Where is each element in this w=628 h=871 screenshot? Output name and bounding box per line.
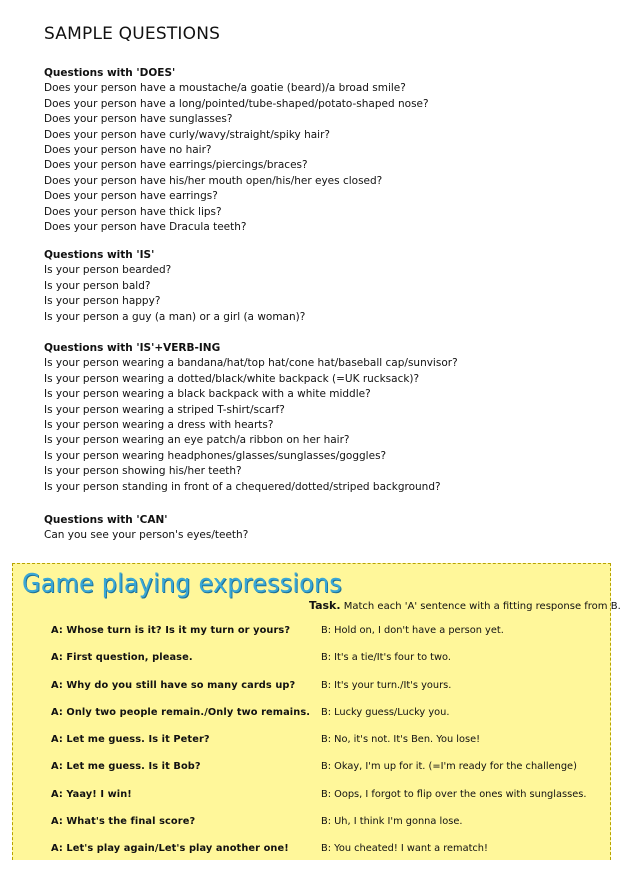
question-line: Does your person have curly/wavy/straight/spiky hair? [44,128,330,141]
question-line: Is your person showing his/her teeth? [44,465,242,478]
b-response: B: It's a tie/It's four to two. [321,652,451,664]
question-line: Is your person a guy (a man) or a girl (a woman)? [44,310,306,323]
game-title: Game playing expressions [22,569,342,599]
b-response: B: You cheated! I want a rematch! [321,843,488,855]
section-heading: Questions with 'IS' [44,249,155,261]
question-line: Does your person have thick lips? [44,205,222,218]
a-sentence: A: Whose turn is it? Is it my turn or yours? [51,625,291,636]
question-line: Is your person bald? [44,279,151,292]
column-b [321,625,586,871]
question-line: Is your person wearing a black backpack with a white middle? [44,388,371,401]
a-sentence: A: Why do you still have so many cards up? [51,679,296,691]
question-line: Is your person wearing a dress with hearts? [44,419,274,432]
question-line: Is your person happy? [44,295,161,308]
question-line: Is your person wearing a dotted/black/white backpack (=UK rucksack)? [44,372,420,385]
b-response: B: Okay, I'm up for it. (=I'm ready for the challenge) [321,761,577,773]
task-text: Match each 'A' sentence with a fitting response from B. [340,601,621,612]
a-sentence: A: What's the final score? [51,816,196,828]
a-sentence: A: Yaay! I win! [51,788,132,800]
b-response: B: Hold on, I don't have a person yet. [321,625,504,636]
section-can [44,513,614,544]
task-instruction [309,599,621,612]
a-sentence: A: Let me guess. Is it Peter? [51,734,210,746]
a-sentence: A: Let me guess. Is it Bob? [51,761,201,773]
a-sentence: A: First question, please. [51,652,193,664]
b-response: B: It's your turn./It's yours. [321,679,452,691]
b-response: B: Uh, I think I'm gonna lose. [321,816,463,828]
question-line: Is your person bearded? [44,264,172,277]
question-line: Does your person have earrings? [44,190,218,203]
question-line: Does your person have a moustache/a goatie (beard)/a broad smile? [44,82,406,95]
question-line: Is your person wearing headphones/glasses/sunglasses/goggles? [44,449,387,462]
section-does [44,66,614,235]
question-line: Does your person have no hair? [44,144,212,157]
game-expressions-box [12,563,621,860]
section-heading: Questions with 'CAN' [44,514,168,526]
section-heading: Questions with 'DOES' [44,67,176,79]
b-response: B: No, it's not. It's Ben. You lose! [321,734,481,746]
b-response: B: Oops, I forgot to flip over the ones with sunglasses. [321,788,587,800]
b-response: B: Lucky guess/Lucky you. [321,706,450,718]
section-is [44,248,614,325]
section-heading: Questions with 'IS'+VERB-ING [44,342,221,354]
a-sentence: A: Let's play again/Let's play another one! [51,843,289,855]
question-line: Can you see your person's eyes/teeth? [44,529,249,542]
question-line: Is your person wearing a bandana/hat/top hat/cone hat/baseball cap/sunvisor? [44,357,458,370]
section-is-verb-ing [44,341,614,495]
question-line: Is your person standing in front of a chequered/dotted/striped background? [44,480,441,493]
question-line: Does your person have his/her mouth open/his/her eyes closed? [44,174,383,187]
task-label: Task. [309,599,341,612]
column-a [51,625,310,871]
question-line: Does your person have sunglasses? [44,113,233,126]
a-sentence: A: Only two people remain./Only two remains. [51,706,311,718]
question-line: Is your person wearing a striped T-shirt/scarf? [44,403,285,416]
page-title: SAMPLE QUESTIONS [44,24,221,44]
question-line: Is your person wearing an eye patch/a ribbon on her hair? [44,434,350,447]
question-line: Does your person have Dracula teeth? [44,221,247,234]
question-line: Does your person have earrings/piercings/braces? [44,159,308,172]
question-line: Does your person have a long/pointed/tube-shaped/potato-shaped nose? [44,97,429,110]
